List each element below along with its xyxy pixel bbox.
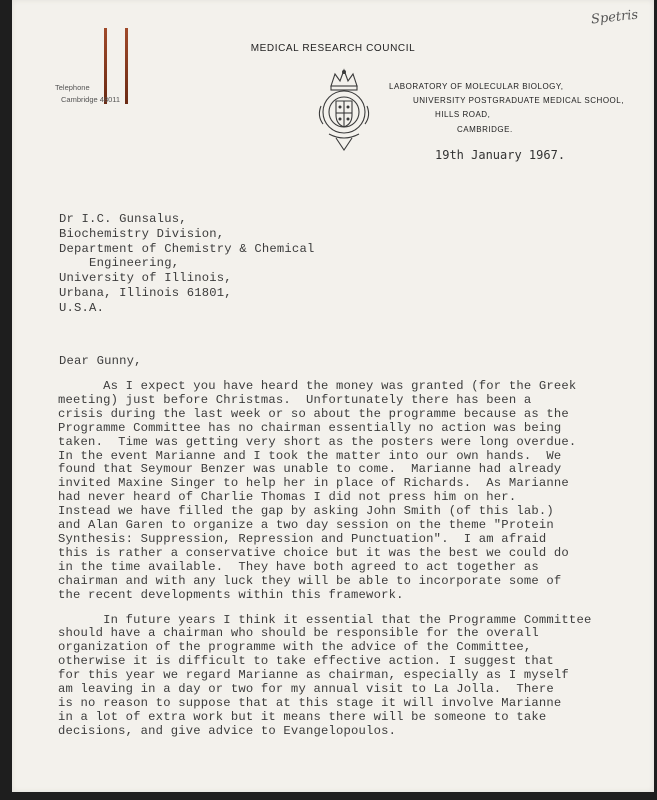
paragraph-line: chairman and with any luck they will be able to incorporate some of [58,573,562,588]
paragraph-line: this is rather a conservative choice but it was the best we could do [58,545,569,560]
paragraph-line: Instead we have filled the gap by asking John Smith (of this lab.) [58,504,554,519]
paragraph-line: had never heard of Charlie Thomas I did not press him on her. [58,490,517,505]
handwritten-annotation: Spetris [590,7,639,28]
paragraph [58,614,618,739]
paragraph-line: am leaving in a day or two for my annual visit to La Jolla. There [58,682,554,697]
paragraph [58,380,618,603]
paragraph-line: found that Seymour Benzer was unable to come. Marianne had already [58,462,562,477]
paragraph-line: for this year we regard Marianne as chairman, especially as I myself [58,668,569,683]
recipient-address [59,212,314,316]
address-line: CAMBRIDGE. [457,124,513,134]
paragraph-line: invited Maxine Singer to help her in place of Richards. As Marianne [58,476,569,491]
paragraph-line: should have a chairman who should be responsible for the overall [58,626,539,641]
telephone-block [55,82,120,106]
address-line: LABORATORY OF MOLECULAR BIOLOGY, [389,82,564,91]
paragraph-line: otherwise it is difficult to take effective action. I suggest that [58,654,554,669]
recipient-line: Department of Chemistry & Chemical [59,241,315,256]
paragraph-gap [58,603,618,614]
royal-crest-icon [309,66,379,154]
laboratory-address [389,80,624,137]
paragraph-line: decisions, and give advice to Evangelopoulos. [58,723,397,738]
recipient-line: Dr I.C. Gunsalus, [59,212,187,226]
telephone-label: Telephone [55,83,90,92]
recipient-line: Urbana, Illinois 61801, [59,285,232,300]
paragraph-line: In future years I think it essential that the Programme Committee [58,612,592,627]
recipient-line: Biochemistry Division, [59,226,225,241]
paragraph-line: In the event Marianne and I took the matter into our own hands. We [58,448,562,463]
letter-date: 19th January 1967. [435,148,566,162]
telephone-value: Cambridge 48011 [61,95,121,104]
paragraph-line: and Alan Garen to organize a two day session on the theme "Protein [58,518,554,533]
address-line: HILLS ROAD, [435,110,491,120]
paragraph-line: the recent developments within this framework. [58,587,404,602]
paragraph-line: in a lot of extra work but it means there will be someone to take [58,709,547,724]
salutation: Dear Gunny, [59,354,142,368]
letter-page [12,0,654,792]
organisation-heading: MEDICAL RESEARCH COUNCIL [250,43,416,54]
recipient-line: University of Illinois, [59,271,232,286]
paragraph-line: crisis during the last week or so about the programme because as the [58,406,569,421]
recipient-line: U.S.A. [59,300,105,315]
paragraph-line: organization of the programme with the advice of the Committee, [58,640,532,655]
paragraph-line: is no reason to suppose that at this stage it will involve Marianne [58,695,562,710]
recipient-line: Engineering, [59,256,180,271]
paragraph-line: Programme Committee has no chairman essentially no action was being [58,420,562,435]
paragraph-line: meeting) just before Christmas. Unfortunately there has been a [58,392,532,407]
staple-mark [125,28,128,104]
address-line: UNIVERSITY POSTGRADUATE MEDICAL SCHOOL, [413,96,624,106]
paragraph-line: As I expect you have heard the money was granted (for the Greek [58,379,577,393]
paragraph-line: taken. Time was getting very short as the posters were long overdue. [58,434,577,449]
paragraph-line: Synthesis: Suppression, Repression and Punctuation". I am afraid [58,531,547,546]
letter-body [58,380,618,739]
paragraph-line: in the time available. They have both agreed to act together as [58,559,539,574]
